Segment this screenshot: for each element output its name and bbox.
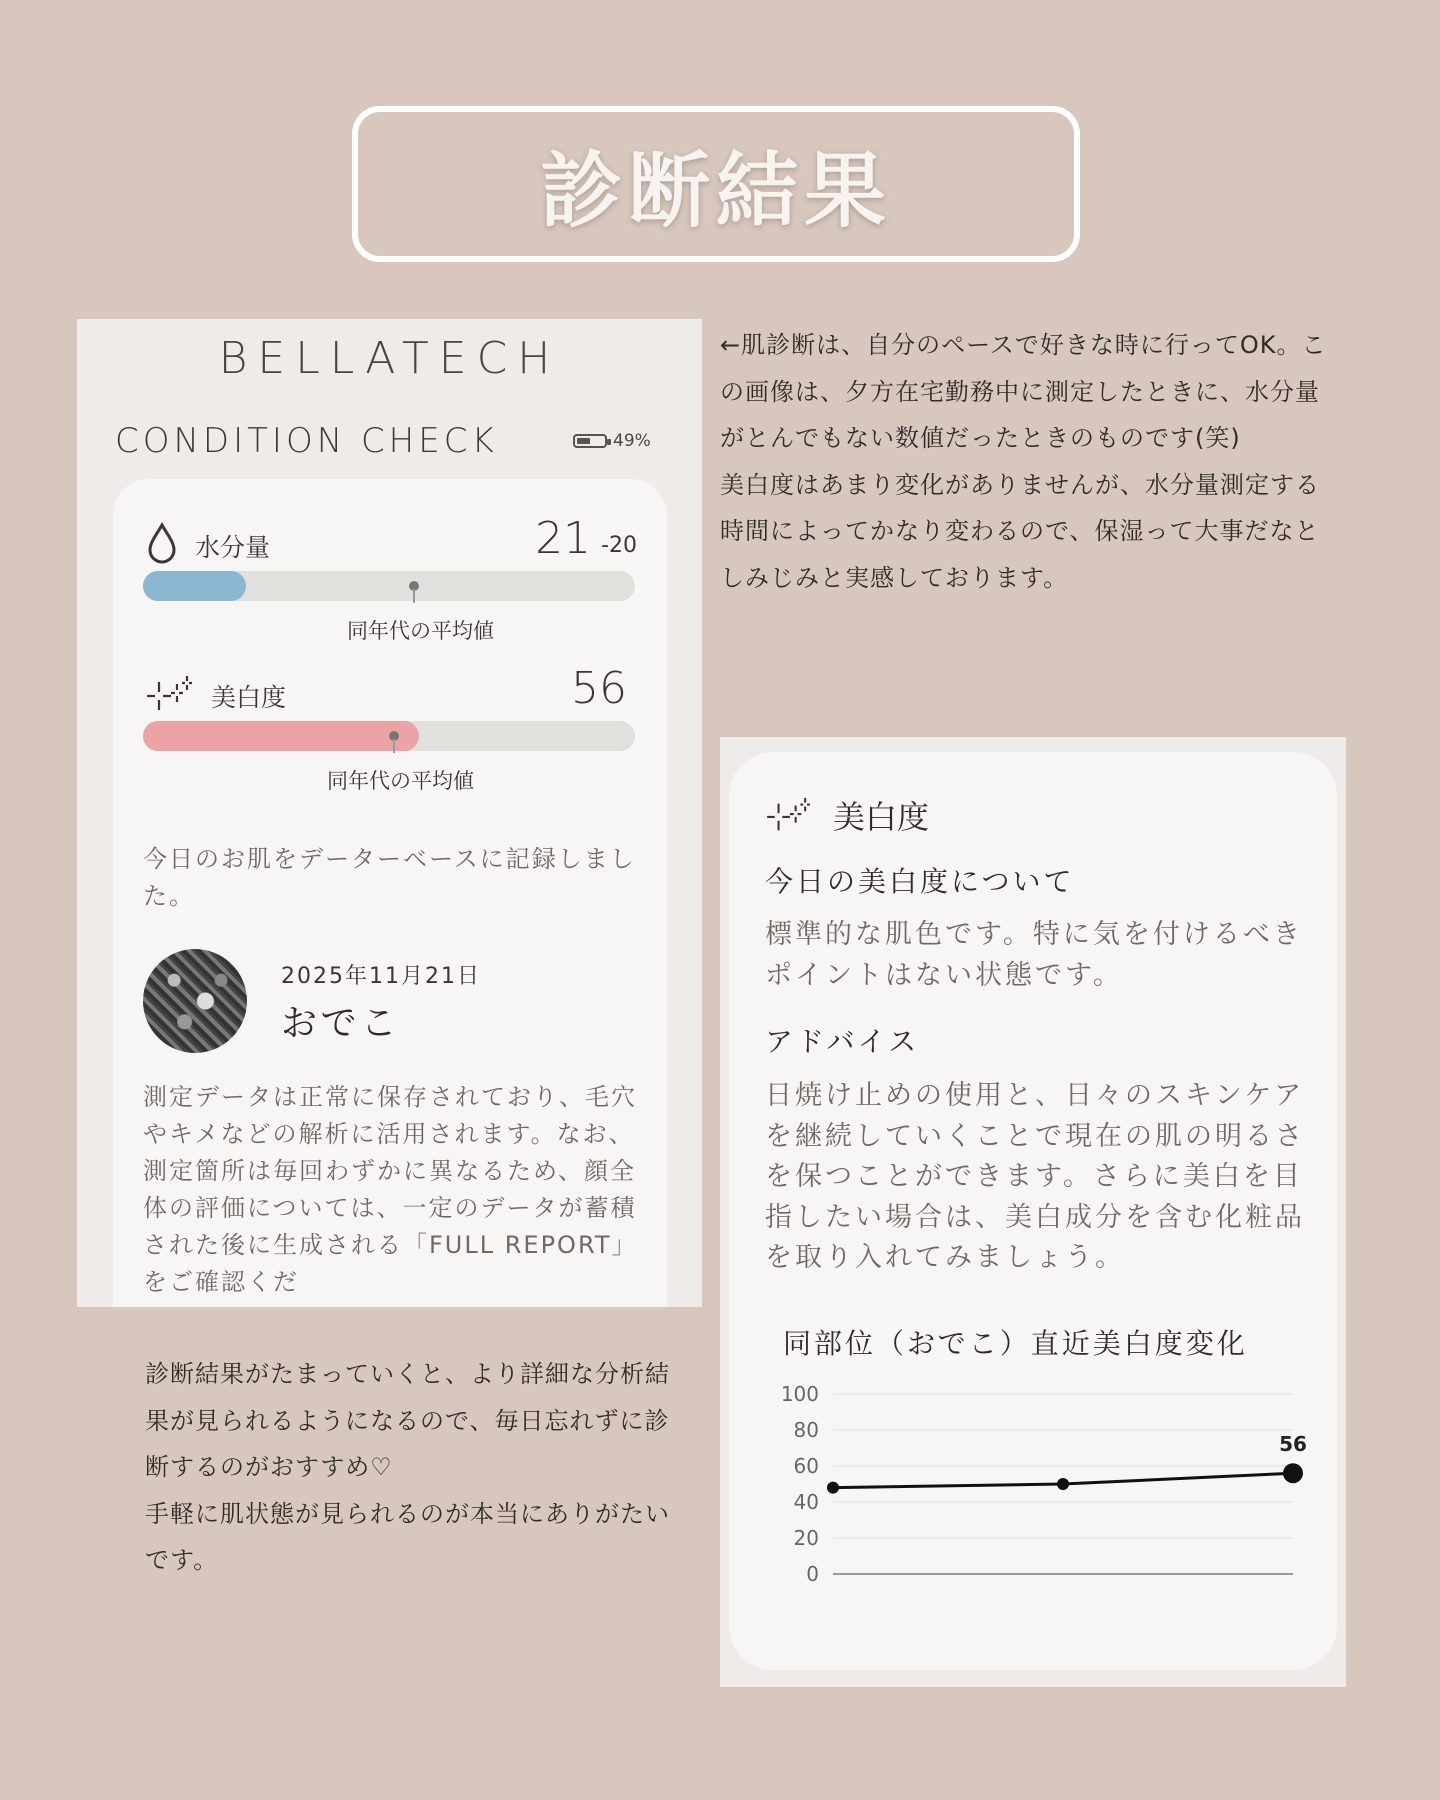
record-area: おでこ [281,1003,401,1044]
metric-value: 21 [535,513,592,564]
brand-logo: BELLATECH [218,333,561,384]
battery-percent: 49% [613,431,651,451]
metrics-card [113,479,667,1307]
advice-heading: アドバイス [765,1025,920,1058]
caption-left [145,1351,675,1584]
whitening-detail-screen [720,737,1346,1687]
caption-paragraph: 手軽に肌状態が見られるのが本当にありがたいです。 [145,1499,670,1574]
skin-photo-avatar[interactable] [143,949,247,1053]
metric-row-moisture [145,513,637,564]
water-drop-icon [145,522,179,564]
metric-value: 56 [571,663,627,714]
data-point[interactable] [827,1482,839,1494]
data-point[interactable] [1057,1478,1069,1490]
average-marker-line [413,589,415,603]
y-tick-label: 0 [806,1562,819,1586]
record-message: 今日のお肌をデーターベースに記録しました。 [143,845,636,910]
y-tick-label: 20 [793,1526,819,1550]
whitening-header [765,792,929,838]
y-tick-label: 40 [793,1490,819,1514]
sparkle-icon [145,674,195,714]
y-tick-label: 100 [780,1382,819,1406]
metric-label: 美白度 [211,683,287,712]
data-label: 56 [1279,1432,1307,1457]
today-heading: 今日の美白度について [765,865,1075,898]
battery-indicator [573,431,651,451]
advice-text: 日焼け止めの使用と、日々のスキンケアを継続していくことで現在の肌の明るさを保つことができます。さらに美白を目指したい場合は、美白成分を含む化粧品を取り入れてみましょう。 [765,1080,1305,1273]
whitening-line-chart [749,1382,1309,1592]
metric-label: 水分量 [195,533,271,562]
y-tick-label: 80 [793,1418,819,1442]
average-marker-line [393,739,395,753]
average-label: 同年代の平均値 [327,769,474,793]
record-date: 2025年11月21日 [281,964,481,989]
sparkle-icon [765,796,813,834]
whitening-bar [143,721,635,751]
measurement-detail-text: 測定データは正常に保存されており、毛穴やキメなどの解析に活用されます。なお、測定箇所は毎回わずかに異なるため、顔全体の評価については、一定のデータが蓄積された後に生成される「FULL REPORT」をご確認くだ [143,1083,638,1296]
title-frame [352,106,1080,262]
data-point[interactable] [1283,1463,1303,1483]
caption-paragraph: 美白度はあまり変化がありませんが、水分量測定する時間によってかなり変わるので、保湿って大事だなとしみじみと実感しております。 [720,470,1320,592]
moisture-bar-fill [143,571,246,601]
chart-title: 同部位（おでこ）直近美白度変化 [783,1327,1248,1360]
condition-check-screen [77,319,702,1307]
today-text: 標準的な肌色です。特に気を付けるべきポイントはない状態です。 [765,919,1303,991]
section-title: CONDITION CHECK [115,421,498,461]
average-label: 同年代の平均値 [347,619,494,643]
whitening-title: 美白度 [833,798,930,836]
page-title: 診断結果 [539,143,892,239]
y-tick-label: 60 [793,1454,819,1478]
metric-diff: -20 [601,533,637,558]
caption-paragraph: ←肌診断は、自分のペースで好きな時に行ってOK。この画像は、夕方在宅勤務中に測定したときに、水分量がとんでもない数値だったときのものです(笑) [720,331,1327,452]
battery-icon [573,434,607,448]
metric-row-whitening [145,663,637,714]
whitening-card [729,752,1337,1670]
moisture-bar [143,571,635,601]
caption-paragraph: 診断結果がたまっていくと、より詳細な分析結果が見られるようになるので、毎日忘れずに診断するのがおすすめ♡ [145,1360,670,1481]
whitening-bar-fill [143,721,419,751]
caption-right [720,322,1330,601]
